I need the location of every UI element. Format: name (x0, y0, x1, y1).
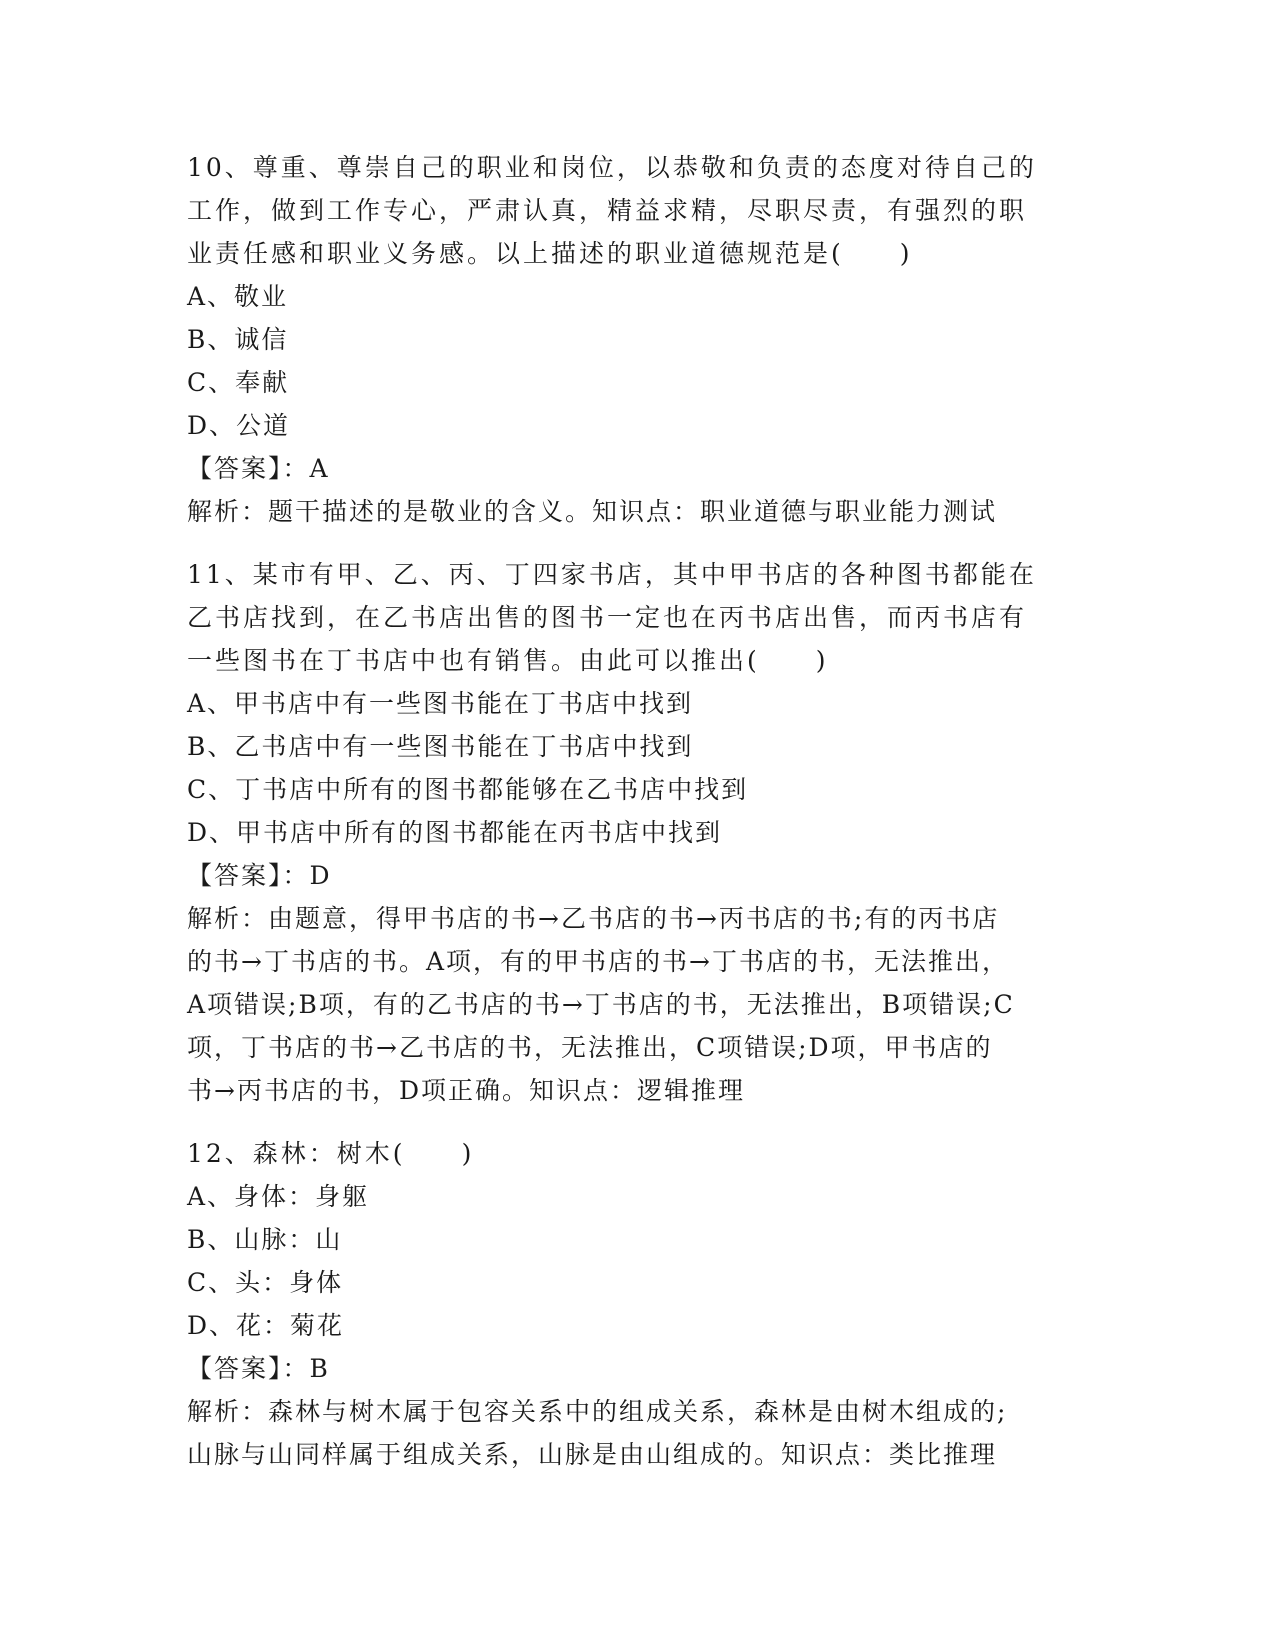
answer-label: 【答案】：B (187, 1354, 330, 1383)
question-stem-line: 乙书店找到，在乙书店出售的图书一定也在丙书店出售，而丙书店有 (187, 603, 1028, 632)
option-a: A、甲书店中有一些图书能在丁书店中找到 (187, 689, 694, 718)
option-d: D、公道 (187, 411, 291, 440)
option-d: D、甲书店中所有的图书都能在丙书店中找到 (187, 818, 723, 847)
question-stem-line: 11、某市有甲、乙、丙、丁四家书店，其中甲书店的各种图书都能在 (187, 560, 1037, 589)
question-stem-line: 业责任感和职业义务感。以上描述的职业道德规范是( ) (187, 239, 913, 268)
option-a: A、敬业 (187, 282, 289, 311)
question-stem-line: 10、尊重、尊崇自己的职业和岗位，以恭敬和负责的态度对待自己的 (187, 153, 1037, 182)
document-page (187, 146, 1067, 1476)
question-stem-line: 工作，做到工作专心，严肃认真，精益求精，尽职尽责，有强烈的职 (187, 196, 1028, 225)
option-d: D、花：菊花 (187, 1311, 345, 1340)
option-c: C、头：身体 (187, 1268, 344, 1297)
analysis-line: 山脉与山同样属于组成关系，山脉是由山组成的。知识点：类比推理 (187, 1440, 998, 1469)
option-b: B、诚信 (187, 325, 289, 354)
analysis-line: 解析：由题意，得甲书店的书→乙书店的书→丙书店的书;有的丙书店 (187, 904, 1000, 933)
option-c: C、奉献 (187, 368, 290, 397)
analysis-line: 的书→丁书店的书。A项，有的甲书店的书→丁书店的书，无法推出， (187, 947, 1009, 976)
question-stem-line: 一些图书在丁书店中也有销售。由此可以推出( ) (187, 646, 829, 675)
option-c: C、丁书店中所有的图书都能够在乙书店中找到 (187, 775, 749, 804)
analysis-line: A项错误;B项，有的乙书店的书→丁书店的书，无法推出，B项错误;C (187, 990, 1015, 1019)
question-11 (187, 553, 1067, 1112)
option-b: B、乙书店中有一些图书能在丁书店中找到 (187, 732, 694, 761)
option-a: A、身体：身躯 (187, 1182, 370, 1211)
question-12 (187, 1132, 1067, 1476)
question-stem-line: 12、森林：树木( ) (187, 1139, 475, 1168)
question-10 (187, 146, 1067, 533)
answer-label: 【答案】：D (187, 861, 332, 890)
analysis-line: 书→丙书店的书，D项正确。知识点：逻辑推理 (187, 1076, 745, 1105)
analysis-line: 解析：森林与树木属于包容关系中的组成关系，森林是由树木组成的; (187, 1397, 1008, 1426)
answer-label: 【答案】：A (187, 454, 330, 483)
analysis-line: 项，丁书店的书→乙书店的书，无法推出，C项错误;D项，甲书店的 (187, 1033, 993, 1062)
analysis-line: 解析：题干描述的是敬业的含义。知识点：职业道德与职业能力测试 (187, 497, 998, 526)
option-b: B、山脉：山 (187, 1225, 343, 1254)
